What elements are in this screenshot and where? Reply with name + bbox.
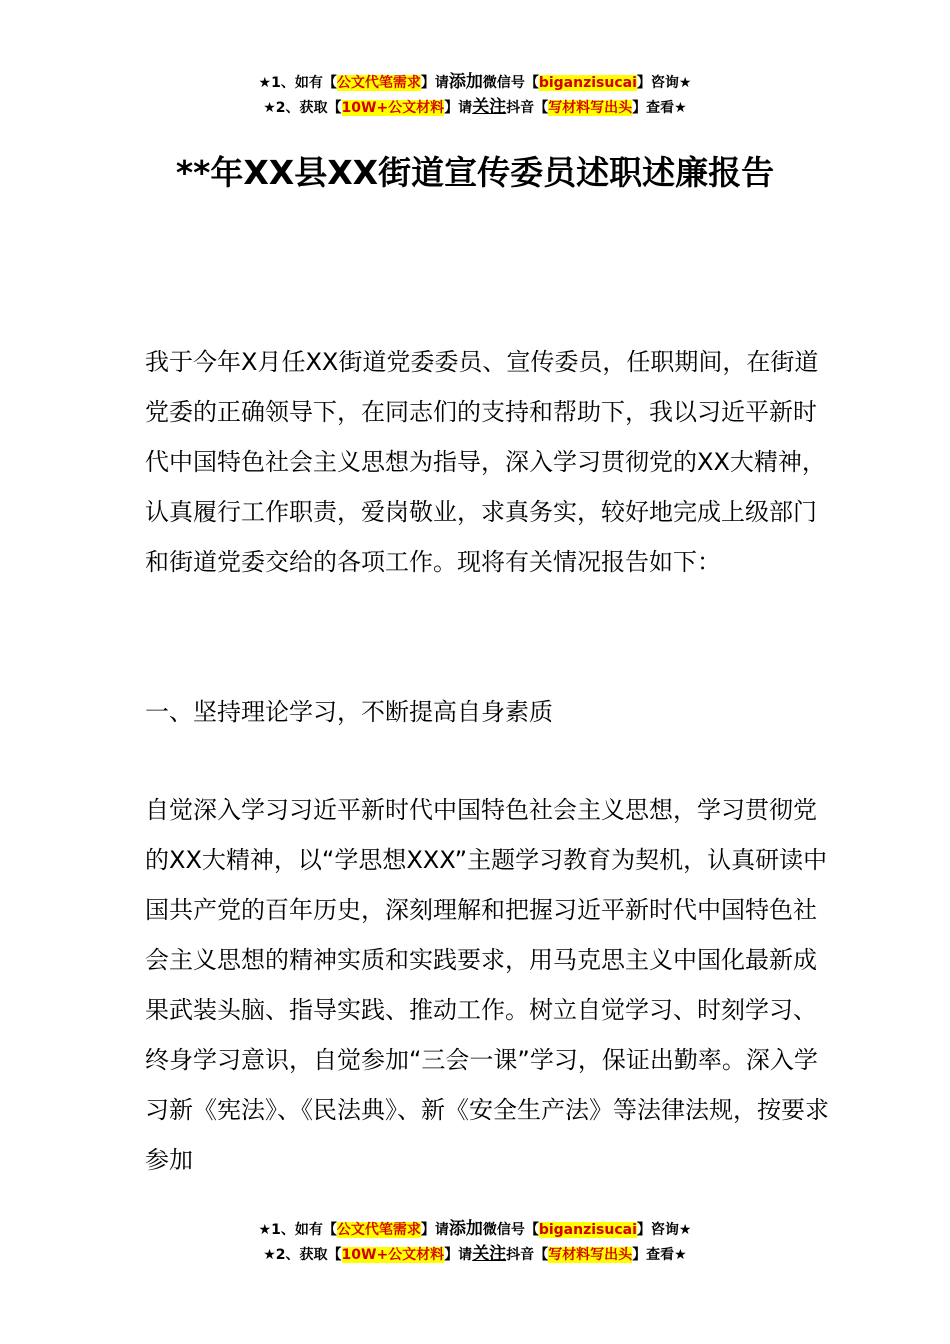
intro-paragraph: 我于今年X月任XX街道党委委员、宣传委员，任职期间，在街道党委的正确领导下，在同志们的支持和帮助下，我以习近平新时代中国特色社会主义思想为指导，深入学习贯彻党的XX大精神，认真履行工作职责，爱岗敬业，求真务实，较好地完成上级部门和街道党委交给的各项工作。现将有关情况报告如下： — [145, 348, 826, 576]
bottom-banner — [0, 1217, 950, 1267]
document-title: **年XX县XX街道宣传委员述职述廉报告 — [175, 153, 775, 192]
banner-line-1: ★1、如有【公文代笔需求】请添加微信号【biganzisucai】咨询★ — [258, 72, 692, 92]
highlight-douyin-account: 写材料写出头 — [548, 100, 633, 116]
banner-line-2: ★2、获取【10W+公文材料】请关注抖音【写材料写出头】查看★ — [263, 97, 687, 117]
highlight-service: 公文代笔需求 — [336, 75, 421, 91]
top-banner — [0, 70, 950, 120]
section-paragraph: 自觉深入学习习近平新时代中国特色社会主义思想，学习贯彻党的XX大精神，以“学思想XXX”主题学习教育为契机，认真研读中国共产党的百年历史，深刻理解和把握习近平新时代中国特色社会主义思想的精神实质和实践要求，用马克思主义中国化最新成果武装头脑、指导实践、推动工作。树立自觉学习、时刻学习、终身学习意识，自觉参加“三会一课”学习，保证出勤率。深入学习新《宪法》、《民法典》、新《安全生产法》等法律法规，按要求参加 — [145, 796, 829, 1174]
highlight-materials: 10W+公文材料 — [341, 100, 445, 116]
highlight-douyin-account: 写材料写出头 — [548, 1247, 633, 1263]
banner-line-1: ★1、如有【公文代笔需求】请添加微信号【biganzisucai】咨询★ — [258, 1219, 692, 1239]
highlight-wechat-id: biganzisucai — [538, 75, 637, 91]
highlight-service: 公文代笔需求 — [336, 1222, 421, 1238]
banner-line-2: ★2、获取【10W+公文材料】请关注抖音【写材料写出头】查看★ — [263, 1244, 687, 1264]
highlight-materials: 10W+公文材料 — [341, 1247, 445, 1263]
section-heading: 一、坚持理论学习，不断提高自身素质 — [145, 698, 553, 726]
highlight-wechat-id: biganzisucai — [538, 1222, 637, 1238]
